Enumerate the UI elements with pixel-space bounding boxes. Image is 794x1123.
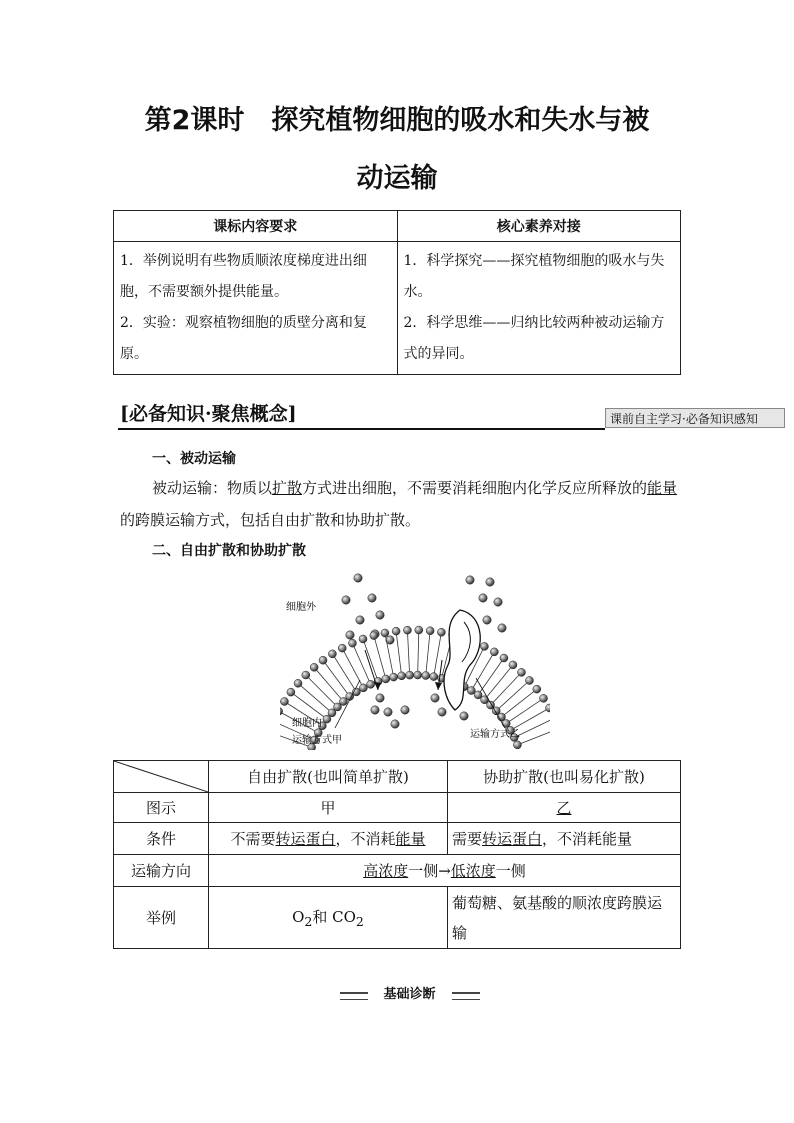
solute-molecule — [356, 616, 364, 624]
standards-table — [113, 210, 681, 375]
section-header: [必备知识·聚焦概念] — [120, 403, 297, 425]
table-cell: 不需要转运蛋白，不消耗能量 — [209, 823, 448, 855]
lipid-head — [540, 694, 548, 702]
membrane-diagram — [280, 570, 550, 750]
table-cell — [397, 242, 681, 375]
solute-molecule — [342, 596, 350, 604]
solute-molecule — [376, 694, 384, 702]
lipid-head — [430, 673, 438, 681]
table-cell: 葡萄糖、氨基酸的顺浓度跨膜运输 — [448, 887, 681, 949]
lipid-head — [280, 707, 283, 715]
table-cell: 甲 — [209, 793, 448, 823]
arrowhead — [435, 682, 442, 690]
lipid-head — [517, 668, 525, 676]
solute-molecule — [498, 624, 506, 632]
solute-molecule — [401, 706, 409, 714]
row-label: 条件 — [114, 823, 209, 855]
lipid-tail — [280, 732, 290, 740]
column-header: 协助扩散(也叫易化扩散) — [448, 761, 681, 793]
lipid-head — [280, 697, 288, 705]
blank-answer: 扩散 — [272, 479, 303, 497]
lipid-head — [338, 644, 346, 652]
lipid-head — [398, 672, 406, 680]
solute-molecule — [368, 594, 376, 602]
competency-item: 2．科学思维——归纳比较两种被动运输方式的异同。 — [403, 315, 665, 362]
lipid-head — [370, 632, 378, 640]
label-pointer-b — [476, 678, 505, 728]
solute-molecule — [479, 594, 487, 602]
lipid-head — [533, 685, 541, 693]
table-cell: 高浓度一侧→低浓度一侧 — [209, 855, 681, 887]
lipid-head — [359, 684, 367, 692]
solute-molecule — [486, 578, 494, 586]
lipid-head — [546, 704, 550, 712]
lipid-head — [525, 676, 533, 684]
standard-item: 2．实验：观察植物细胞的质壁分离和复原。 — [120, 315, 367, 362]
lipid-head — [422, 672, 430, 680]
solute-molecule — [438, 708, 446, 716]
column-header: 自由扩散(也叫简单扩散) — [209, 761, 448, 793]
lipid-head — [437, 628, 445, 636]
corner-cell — [114, 761, 209, 793]
solute-molecule — [371, 706, 379, 714]
solute-molecule — [494, 598, 502, 606]
lipid-tail — [534, 718, 550, 728]
lipid-head — [414, 671, 422, 679]
lipid-head — [390, 673, 398, 681]
section-divider — [118, 428, 605, 430]
lipid-head — [319, 656, 327, 664]
solute-molecule — [391, 720, 399, 728]
solute-molecule — [354, 574, 362, 582]
lipid-head — [509, 661, 517, 669]
solute-molecule — [483, 616, 491, 624]
footer-heading: 基础诊断 — [383, 987, 436, 1002]
row-label: 运输方向 — [114, 855, 209, 887]
row-label: 举例 — [114, 887, 209, 949]
section-tag: 课前自主学习·必备知识感知 — [605, 408, 785, 428]
page-title: 第2课时 探究植物细胞的吸水和失水与被 — [144, 105, 650, 136]
row-label: 图示 — [114, 793, 209, 823]
lipid-head — [480, 642, 488, 650]
lipid-head — [382, 675, 390, 683]
table-header: 核心素养对接 — [397, 211, 681, 242]
standard-item: 1．举例说明有些物质顺浓度梯度进出细胞，不需要额外提供能量。 — [120, 253, 367, 300]
solute-molecule — [346, 631, 354, 639]
lipid-head — [310, 663, 318, 671]
heading-diffusion: 二、自由扩散和协助扩散 — [152, 543, 306, 559]
lipid-head — [302, 671, 310, 679]
lipid-head — [500, 654, 508, 662]
page-title-cont: 动运输 — [356, 163, 438, 194]
label-method-b: 运输方式乙 — [470, 729, 520, 740]
table-header: 课标内容要求 — [114, 211, 398, 242]
competency-item: 1．科学探究——探究植物细胞的吸水与失水。 — [403, 253, 665, 300]
solute-molecules — [342, 574, 506, 728]
solute-molecule — [460, 712, 468, 720]
lipid-head — [367, 680, 375, 688]
table-cell — [114, 242, 398, 375]
footer-rule-right — [452, 992, 480, 1000]
solute-molecule — [431, 694, 439, 702]
lipid-head — [502, 719, 510, 727]
lipid-head — [359, 635, 367, 643]
lipid-head — [406, 671, 414, 679]
lipid-head — [328, 650, 336, 658]
lipid-head — [294, 679, 302, 687]
label-outside: 细胞外 — [286, 602, 316, 613]
solute-molecule — [466, 576, 474, 584]
comparison-table — [113, 760, 681, 949]
table-cell: $O_2$和 $CO_2$ — [209, 887, 448, 949]
lipid-head — [426, 627, 434, 635]
lipid-head — [287, 688, 295, 696]
lipid-tail — [538, 728, 550, 736]
table-cell: 乙 — [448, 793, 681, 823]
heading-passive-transport: 一、被动运输 — [152, 451, 236, 467]
lipid-head — [381, 629, 389, 637]
lipid-head — [348, 639, 356, 647]
table-cell: 需要转运蛋白，不消耗能量 — [448, 823, 681, 855]
solute-molecule — [384, 708, 392, 716]
blank-answer: 能量 — [647, 479, 678, 497]
lipid-head — [490, 648, 498, 656]
arrowhead — [374, 682, 381, 690]
label-method-a: 运输方式甲 — [292, 735, 342, 746]
lipid-head — [513, 741, 521, 749]
definition-paragraph: 被动运输：物质以扩散方式进出细胞，不需要消耗细胞内化学反应所释放的能量的跨膜运输方式，包括自由扩散和协助扩散。 — [120, 479, 678, 529]
label-inside: 细胞内 — [292, 718, 322, 729]
lipid-head — [467, 687, 475, 695]
solute-molecule — [376, 611, 384, 619]
lipid-head — [403, 626, 411, 634]
lipid-head — [392, 627, 400, 635]
lipid-head — [415, 626, 423, 634]
